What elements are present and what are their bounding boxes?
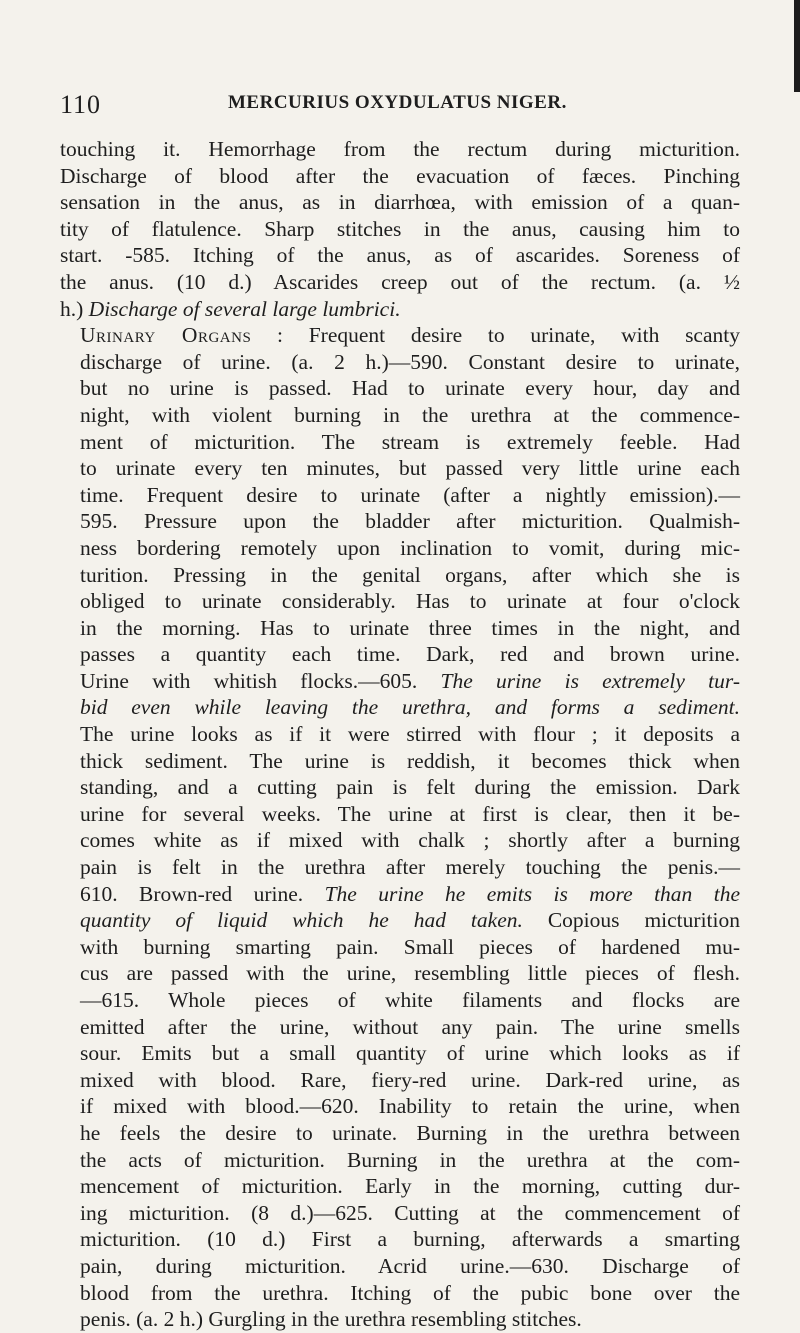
text-line: to urinate every ten minutes, but passed very little urine each [80, 456, 740, 481]
text-line: the acts of micturition. Burning in the urethra at the com- [80, 1147, 740, 1172]
text-line: mencement of micturition. Early in the morning, cutting dur- [80, 1174, 740, 1199]
text-line: cus are passed with the urine, resembling little pieces of flesh. [80, 961, 740, 986]
text-line [60, 296, 740, 323]
text-line: with burning smarting pain. Small pieces of hardened mu- [80, 934, 740, 959]
text-line: discharge of urine. (a. 2 h.)—590. Constant desire to urinate, [80, 349, 740, 374]
text-line: penis. (a. 2 h.) Gurgling in the urethra resembling stitches. [80, 1307, 582, 1332]
text-line [60, 881, 740, 908]
text-line: turition. Pressing in the genital organs, after which she is [80, 562, 740, 587]
page-edge-mark [794, 0, 800, 92]
text-line: time. Frequent desire to urinate (after a nightly emission).— [80, 482, 740, 507]
text-line: pain, during micturition. Acrid urine.—630. Discharge of [80, 1253, 740, 1278]
text-line: ment of micturition. The stream is extremely feeble. Had [80, 429, 740, 454]
text-line [60, 668, 740, 695]
italic-phrase: quantity of liquid which he had taken. [80, 908, 523, 933]
text-line: ness bordering remotely upon inclination to vomit, during mic- [80, 535, 740, 560]
text-line: he feels the desire to urinate. Burning in the urethra between [80, 1120, 740, 1145]
text-line: emitted after the urine, without any pain. The urine smells [80, 1014, 740, 1039]
text-line: The urine looks as if it were stirred with flour ; it deposits a [80, 722, 740, 747]
text-line: standing, and a cutting pain is felt during the emission. Dark [80, 775, 740, 800]
text-line: obliged to urinate considerably. Has to urinate at four o'clock [80, 589, 740, 614]
text-line: pain is felt in the urethra after merely touching the penis.— [80, 855, 740, 880]
text-line: micturition. (10 d.) First a burning, afterwards a smarting [80, 1227, 740, 1252]
text-line: thick sediment. The urine is reddish, it becomes thick when [80, 748, 740, 773]
text-line: —615. Whole pieces of white filaments and flocks are [80, 988, 740, 1012]
paragraph-urinary-organs [60, 322, 740, 1333]
paragraph-rectum [60, 136, 740, 322]
text-fragment: 610. Brown-red urine. [80, 881, 325, 906]
text-line: sour. Emits but a small quantity of urine which looks as if [80, 1041, 740, 1066]
text-line: tity of flatulence. Sharp stitches in the anus, causing him to [60, 216, 740, 241]
text-line [60, 907, 740, 934]
text-line: the anus. (10 d.) Ascarides creep out of the rectum. (a. ½ [60, 269, 740, 294]
text-line: Discharge of blood after the evacuation of fæces. Pinching [60, 163, 740, 188]
text-line: mixed with blood. Rare, fiery-red urine. Dark-red urine, as [80, 1067, 740, 1092]
text-line: but no urine is passed. Had to urinate every hour, day and [80, 376, 740, 401]
italic-phrase: The urine he emits is more than the [324, 881, 740, 906]
running-title: MERCURIUS OXYDULATUS NIGER. [228, 92, 567, 113]
text-line: sensation in the anus, as in diarrhœa, with emission of a quan- [60, 190, 740, 215]
text-fragment: : Frequent desire to urinate, with scanty [251, 323, 740, 348]
text-fragment: h.) [60, 296, 89, 321]
page-number: 110 [60, 90, 102, 119]
text-line: start. -585. Itching of the anus, as of ascarides. Soreness of [60, 243, 740, 268]
italic-phrase: bid even while leaving the urethra, and forms a sediment. [80, 695, 740, 720]
page-header [60, 86, 740, 126]
text-line: 595. Pressure upon the bladder after micturition. Qualmish- [80, 509, 740, 534]
text-line: blood from the urethra. Itching of the pubic bone over the [80, 1280, 740, 1305]
text-line: touching it. Hemorrhage from the rectum during micturition. [60, 137, 740, 161]
text-line: comes white as if mixed with chalk ; shortly after a burning [80, 828, 740, 853]
section-heading: Urinary Organs [80, 323, 252, 348]
text-line: if mixed with blood.—620. Inability to retain the urine, when [80, 1094, 740, 1119]
body-text [60, 136, 740, 1333]
text-line: in the morning. Has to urinate three times in the night, and [80, 615, 740, 640]
text-line: urine for several weeks. The urine at first is clear, then it be- [80, 801, 740, 826]
text-line [60, 694, 740, 721]
text-fragment: Copious micturition [522, 908, 740, 933]
text-line: passes a quantity each time. Dark, red and brown urine. [80, 642, 740, 667]
text-line: ing micturition. (8 d.)—625. Cutting at the commencement of [80, 1200, 740, 1225]
text-line [60, 322, 740, 349]
text-fragment: Urine with whitish flocks.—605. [80, 668, 441, 693]
italic-phrase: The urine is extremely tur- [440, 668, 740, 693]
text-line: night, with violent burning in the urethra at the commence- [80, 402, 740, 427]
italic-phrase: Discharge of several large lumbrici. [88, 296, 401, 321]
